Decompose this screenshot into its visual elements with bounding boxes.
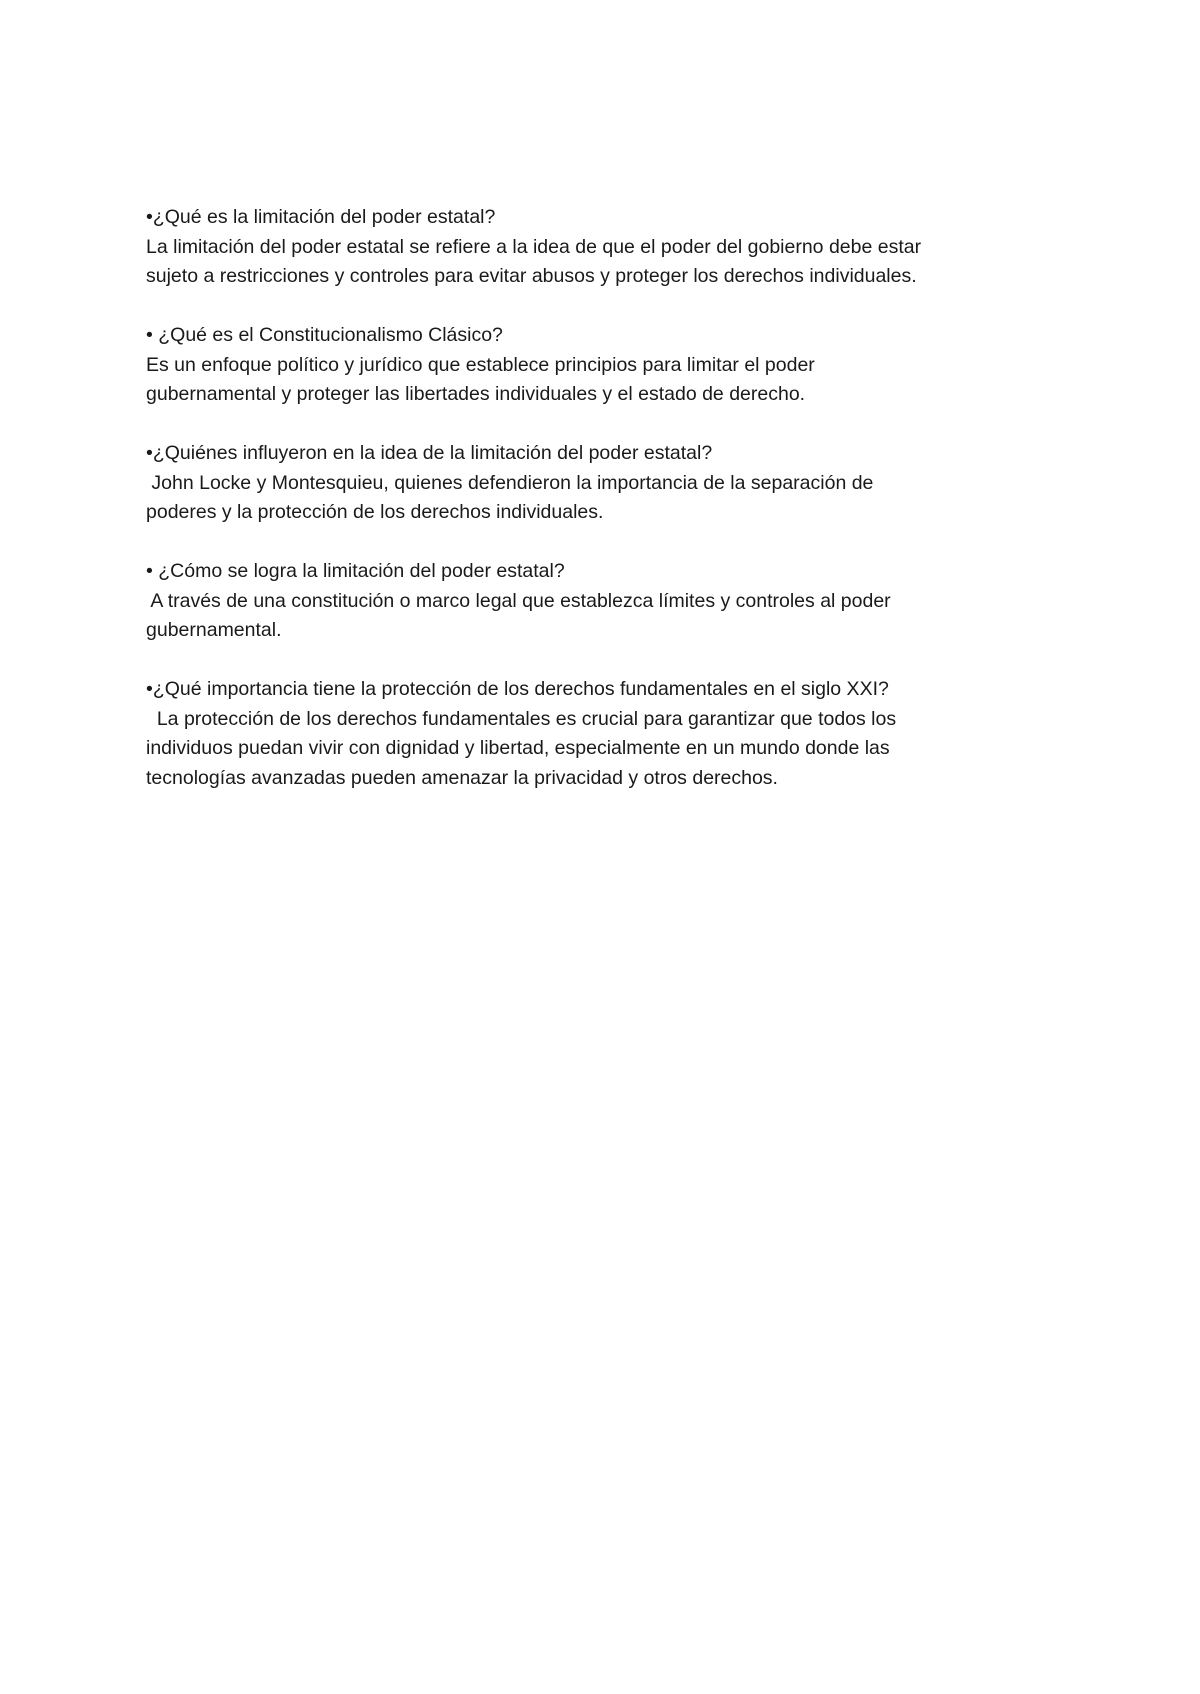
answer-line: Es un enfoque político y jurídico que establece principios para limitar el poder [146, 353, 815, 376]
answer-line: gubernamental. [146, 619, 282, 641]
question-text: •¿Quiénes influyeron en la idea de la limitación del poder estatal? [146, 442, 713, 464]
document-body [146, 203, 1046, 823]
qa-section-1 [146, 203, 1046, 292]
question-text: • ¿Qué es el Constitucionalismo Clásico? [146, 324, 503, 346]
answer-line: tecnologías avanzadas pueden amenazar la privacidad y otros derechos. [146, 766, 778, 789]
answer-line: John Locke y Montesquieu, quienes defendieron la importancia de la separación de [146, 471, 874, 494]
question-text: •¿Qué importancia tiene la protección de los derechos fundamentales en el siglo XXI? [146, 678, 889, 700]
answer-line: individuos puedan vivir con dignidad y libertad, especialmente en un mundo donde las [146, 737, 890, 759]
answer-line: La limitación del poder estatal se refiere a la idea de que el poder del gobierno debe estar [146, 235, 922, 258]
qa-section-4 [146, 557, 1046, 646]
qa-section-5 [146, 675, 1046, 793]
answer-line: poderes y la protección de los derechos individuales. [146, 501, 604, 523]
answer-line: gubernamental y proteger las libertades individuales y el estado de derecho. [146, 383, 806, 405]
qa-section-3 [146, 439, 1046, 528]
question-text: •¿Qué es la limitación del poder estatal? [146, 206, 496, 228]
answer-line: A través de una constitución o marco legal que establezca límites y controles al poder [146, 589, 891, 612]
answer-line: La protección de los derechos fundamentales es crucial para garantizar que todos los [146, 707, 897, 730]
qa-section-2 [146, 321, 1046, 410]
answer-line: sujeto a restricciones y controles para evitar abusos y proteger los derechos individuales. [146, 265, 917, 287]
question-text: • ¿Cómo se logra la limitación del poder estatal? [146, 560, 565, 582]
